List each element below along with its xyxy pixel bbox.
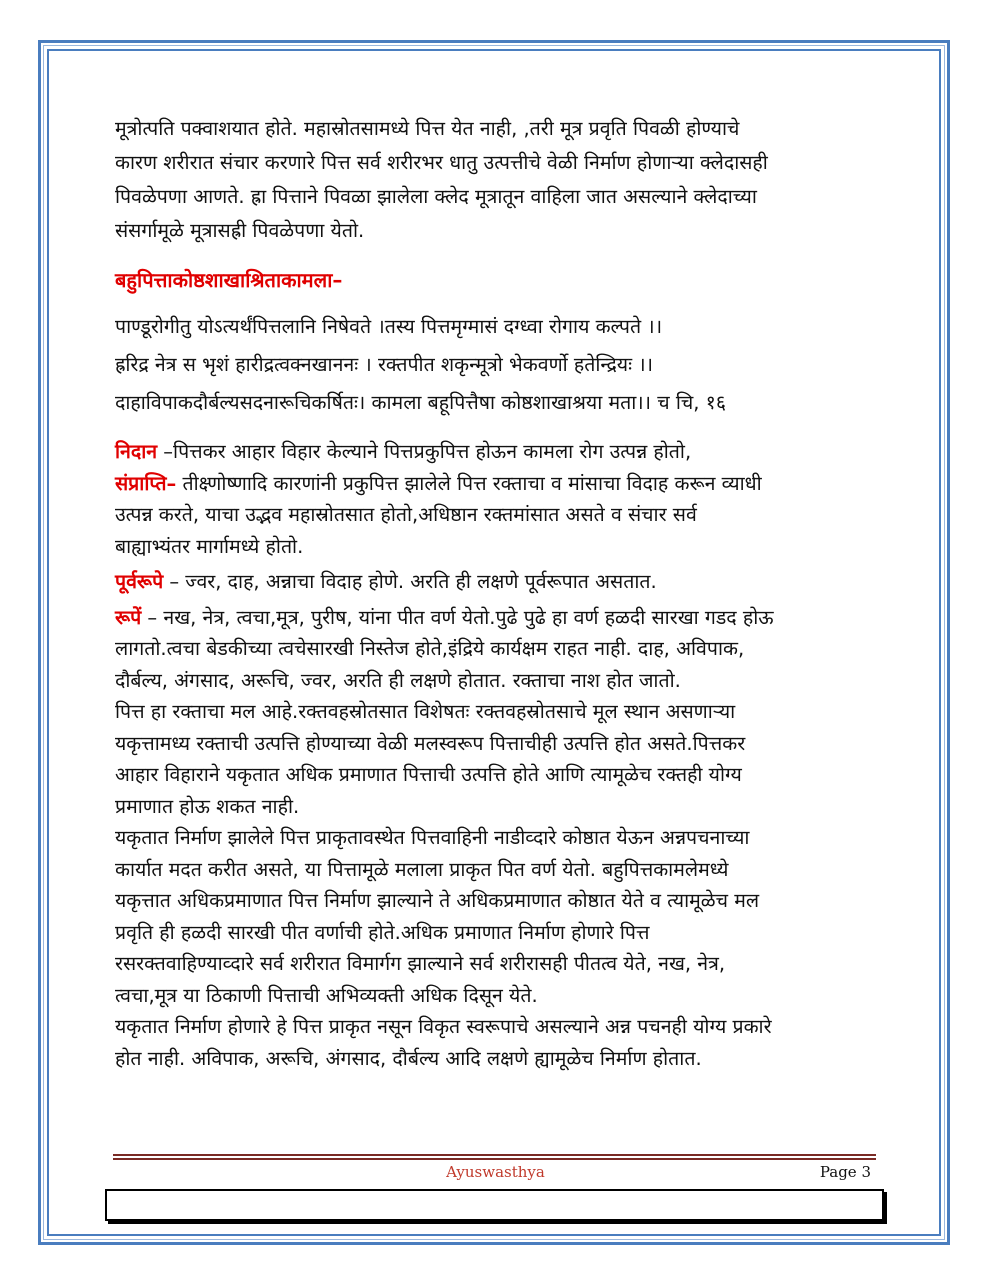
body-line: यकृत्तामध्य रक्ताची उत्पत्ति होण्याच्या वेळी मलस्वरूप पित्ताचीही उत्पत्ति होत असते.पित्तकर [115,731,746,755]
body-line: कार्यात मदत करीत असते, या पित्तामूळे मलाला प्राकृत पित वर्ण येतो. बहुपित्तकामलेमध्ये [115,857,729,881]
nidan-label: निदान [115,440,158,463]
body-line: लागतो.त्वचा बेडकीच्या त्वचेसारखी निस्तेज होते,इंद्रिये कार्यक्षम राहत नाही. दाह, अविपाक, [115,637,745,660]
samprapti-label: संप्राप्ति– [115,471,177,495]
footer-box [105,1189,884,1221]
verse-line: ह्ररिद्र नेत्र स भृशं हारीद्रत्वक्नखाननः । रक्तपीत शकृन्मूत्रो भेकवर्णो हतेन्द्रियः ।। [115,353,654,376]
intro-paragraph [115,112,875,248]
footer-title: Ayuswasthya [446,1163,545,1181]
samprapti-line: उत्पन्न करते, याचा उद्भव महास्रोतसात होतो,अधिष्ठान रक्तमांसात असते व संचार सर्व [115,503,697,526]
intro-line: कारण शरीरात संचार करणारे पित्त सर्व शरीरभर धातु उत्पत्तीचे वेळी निर्माण होणाऱ्या क्लेदासही [115,151,768,174]
body-line: होत नाही. अविपाक, अरूचि, अंगसाद, दौर्बल्य आदि लक्षणे ह्यामूळेच निर्माण होतात. [115,1046,702,1070]
samprapti-line [115,468,875,500]
intro-line: मूत्रोत्पति पक्वाशयात होते. महास्रोतसामध्ये पित्त येत नाही, ,तरी मूत्र प्रवृति पिवळी होण्याचे [115,117,740,140]
body-line: यकृतात निर्माण होणारे हे पित्त प्राकृत नसून विकृत स्वरूपाचे असल्याने अन्न पचनही योग्य प्रकारे [115,1015,772,1038]
body-line: यकृतात निर्माण झालेले पित्त प्राकृतावस्थेत पित्तवाहिनी नाडीव्दारे कोष्ठात येऊन अन्नपचनाच्या [115,826,750,849]
samprapti-line: बाह्याभ्यंतर मार्गामध्ये होतो. [115,534,304,558]
body-line: त्वचा,मूत्र या ठिकाणी पित्ताची अभिव्यक्ती अधिक दिसून येते. [115,983,538,1007]
section-heading: बहुपित्ताकोष्ठशाखाश्रिताकामला– [115,268,343,292]
page-content [115,112,875,1074]
rupe-line [115,602,875,634]
page-number: Page 3 [819,1163,871,1181]
rupe-label: रूपें [115,605,142,629]
body-line: पित्त हा रक्ताचा मल आहे.रक्तवहस्रोतसात विशेषतः रक्तवहस्रोतसाचे मूल स्थान असणाऱ्या [115,700,736,723]
body-line: प्रवृति ही हळदी सारखी पीत वर्णाची होते.अधिक प्रमाणात निर्माण होणारे पित्त [115,920,650,944]
purvarupe-line [115,566,875,598]
body-line: प्रमाणात होऊ शकत नाही. [115,794,300,818]
nidan-line [115,436,875,468]
footer-rule [113,1154,876,1160]
verse-line: पाण्डूरोगीतु योऽत्यर्थंपित्तलानि निषेवते ।तस्य पित्तमृग्मासं दग्ध्वा रोगाय कल्पते ।। [115,315,663,338]
verse-line: दाहाविपाकदौर्बल्यसदनारूचिकर्षितः। कामला बहूपित्तैषा कोष्ठशाखाश्रया मता।। च चि, १६ [115,391,726,414]
purvarupe-text: – ज्वर, दाह, अन्नाचा विदाह होणे. अरति ही लक्षणे पूर्वरूपात असतात. [163,570,657,593]
verse-block [115,308,875,422]
intro-line: संसर्गामूळे मूत्रासह्री पिवळेपणा येतो. [115,219,365,242]
body-line: रसरक्तवाहिण्याव्दारे सर्व शरीरात विमार्गग झाल्याने सर्व शरीरासही पीतत्व येते, नख, नेत्र, [115,952,726,975]
intro-line: पिवळेपणा आणते. ह्रा पित्ताने पिवळा झालेला क्लेद मूत्रातून वाहिला जात असल्याने क्लेदाच्या [115,185,757,208]
body-line: यकृत्तात अधिकप्रमाणात पित्त निर्माण झाल्याने ते अधिकप्रमाणात कोष्ठात येते व त्यामूळेच मल [115,889,760,912]
rupe-text: – नख, नेत्र, त्वचा,मूत्र, पुरीष, यांना पीत वर्ण येतो.पुढे पुढे हा वर्ण हळदी सारखा गडद होऊ [141,605,774,629]
description-block [115,436,875,1074]
purvarupe-label: पूर्वरूपे [115,570,164,593]
nidan-text: –पित्तकर आहार विहार केल्याने पित्तप्रकुपित्त होऊन कामला रोग उत्पन्न होतो, [157,440,692,463]
samprapti-text: तीक्ष्णोष्णादि कारणांनी प्रकुपित्त झालेले पित्त रक्ताचा व मांसाचा विदाह करून व्याधी [176,471,762,495]
body-line: आहार विहाराने यकृतात अधिक प्रमाणात पित्ताची उत्पत्ति होते आणि त्यामूळेच रक्तही योग्य [115,763,742,786]
body-line: दौर्बल्य, अंगसाद, अरूचि, ज्वर, अरति ही लक्षणे होतात. रक्ताचा नाश होत जातो. [115,668,681,692]
